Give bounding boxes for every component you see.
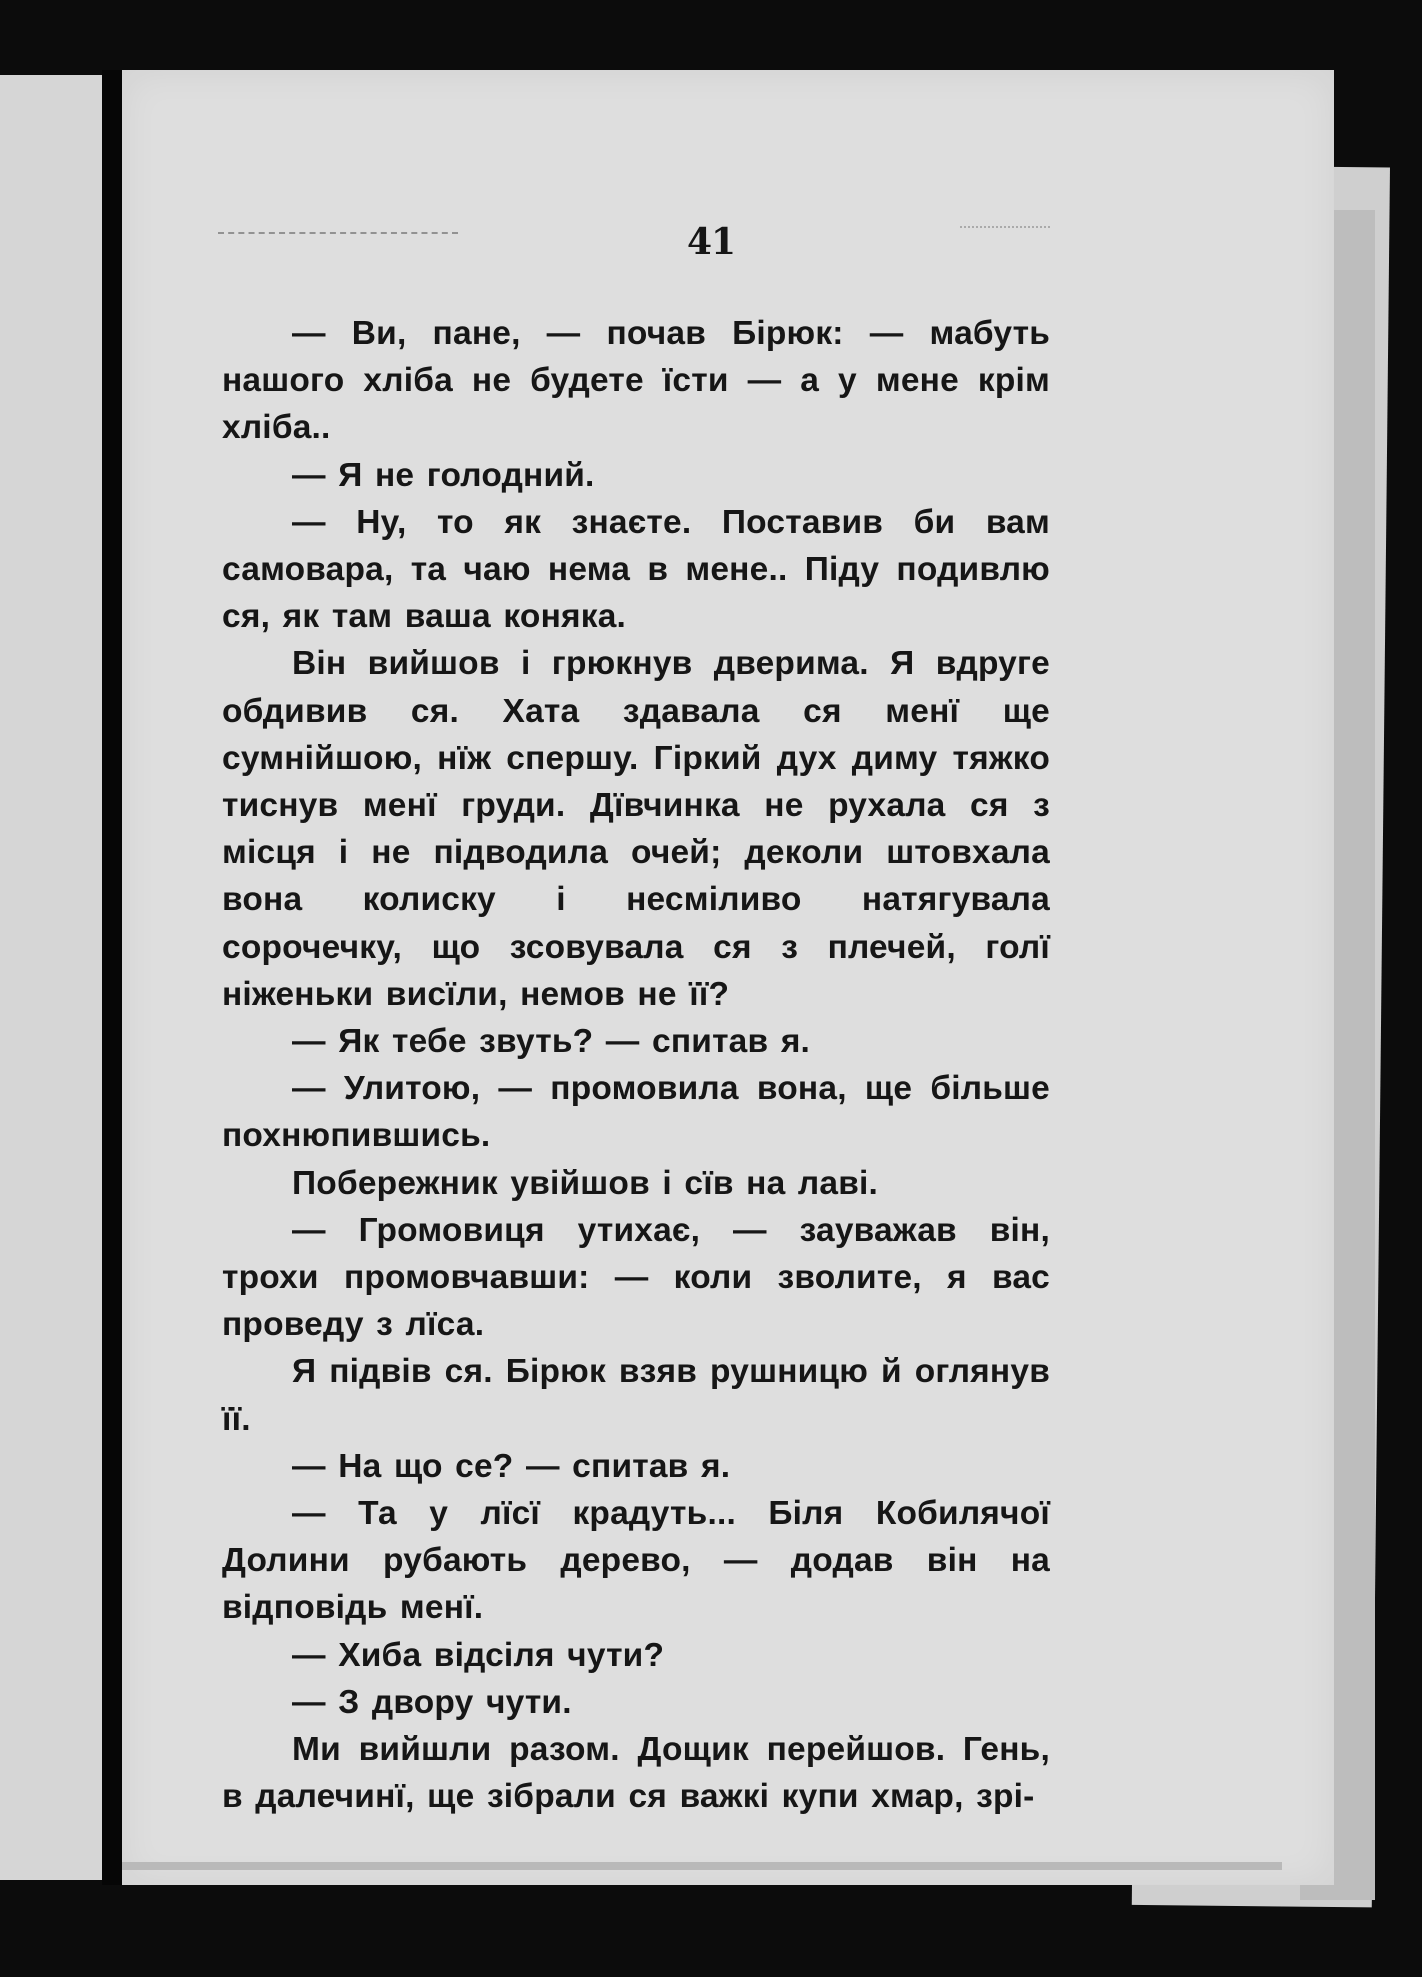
paragraph: — Улитою, — промовила вона, ще більше похнюпившись.	[222, 1070, 1050, 1155]
page-number: 41	[686, 221, 736, 263]
paragraph: — Ви, пане, — почав Бірюк: — мабуть нашого хліба не будете їсти — а у мене крім хліба..	[222, 315, 1050, 447]
paragraph: — Ну, то як знаєте. Поставив би вам самовара, та чаю нема в мене.. Піду подивлю ся, як там ваша коняка.	[222, 503, 1050, 636]
paragraph: — Та у лїсї крадуть... Біля Кобилячої Долини рубають дерево, — додав він на відповідь менї.	[222, 1495, 1050, 1627]
paragraph: — З двору чути.	[292, 1683, 572, 1721]
paragraph: Він вийшов і грюкнув дверима. Я вдруге обдивив ся. Хата здавала ся менї ще сумнійшою, нїж спершу. Гіркий дух диму тяжко тиснув менї груди. Дївчинка не рухала ся з місця і не підводила очей; деколи штовхала вона колиску і несміливо натягувала сорочечку, що зсовувала ся з плечей, голї ніженьки висїли, немов не її?	[222, 645, 1050, 1013]
facing-page-edge	[0, 75, 102, 1880]
paragraph: — На що се? — спитав я.	[292, 1447, 731, 1485]
paragraph: — Як тебе звуть? — спитав я.	[292, 1023, 811, 1061]
book-gutter	[102, 70, 122, 1885]
paragraph: — Хиба відсіля чути?	[292, 1636, 665, 1674]
paragraph: Я підвів ся. Бірюк взяв рушницю й оглянув її.	[222, 1353, 1050, 1438]
paragraph: Побережник увійшов і сїв на лаві.	[292, 1164, 879, 1202]
paragraph: Ми вийшли разом. Дощик перейшов. Гень, в далечинї, ще зібрали ся важкі купи хмар, зрі-	[222, 1731, 1050, 1816]
paragraph: — Я не голодний.	[292, 456, 595, 494]
page-text	[222, 310, 1050, 1821]
page-bottom-edge	[122, 1862, 1282, 1870]
paragraph: — Громовиця утихає, — зауважав він, трохи промовчавши: — коли зволите, я вас проведу з лїса.	[222, 1211, 1050, 1344]
